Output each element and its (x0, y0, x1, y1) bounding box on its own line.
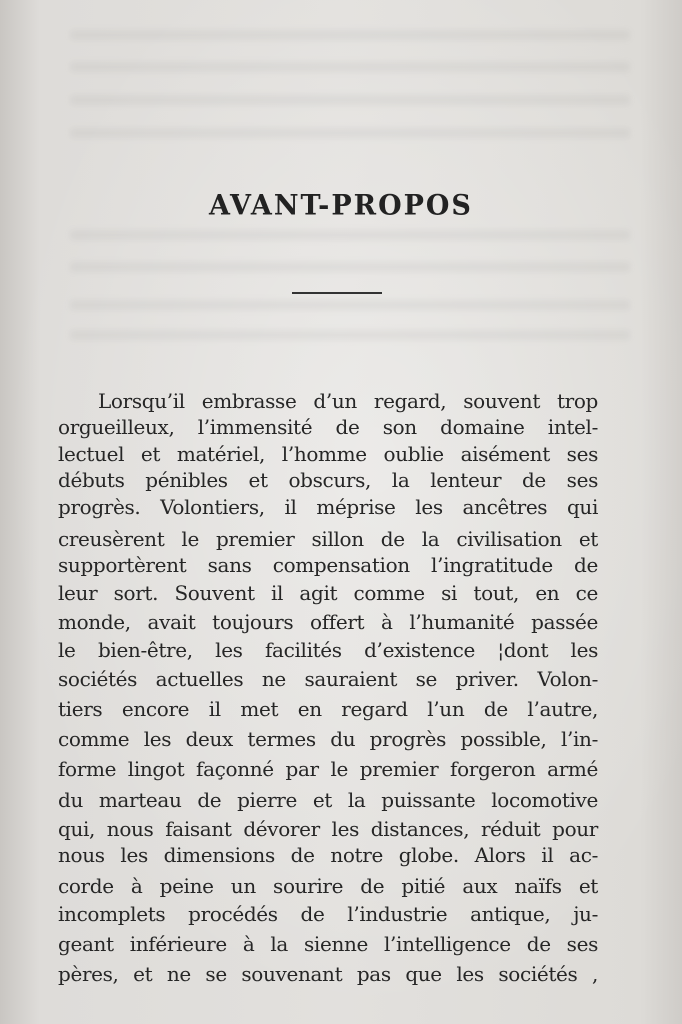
text-line: sociétés actuelles ne sauraient se priver. Volon- (58, 667, 598, 691)
show-through-line (70, 262, 630, 272)
text-line: incomplets procédés de l’industrie antique, ju- (58, 902, 598, 926)
text-line: corde à peine un sourire de pitié aux naïfs et (58, 874, 598, 898)
text-line: débuts pénibles et obscurs, la lenteur de ses (58, 468, 598, 492)
text-line: creusèrent le premier sillon de la civilisation et (58, 527, 598, 551)
text-line: leur sort. Souvent il agit comme si tout, en ce (58, 581, 598, 605)
text-line: monde, avait toujours offert à l’humanité passée (58, 610, 598, 634)
text-line: qui, nous faisant dévorer les distances, réduit pour (58, 817, 598, 841)
text-line: progrès. Volontiers, il méprise les ancêtres qui (58, 495, 598, 519)
show-through-line (70, 330, 630, 340)
show-through-line (70, 128, 630, 138)
show-through-line (70, 30, 630, 40)
show-through-line (70, 62, 630, 72)
text-line: nous les dimensions de notre globe. Alors il ac- (58, 843, 598, 867)
text-line: supportèrent sans compensation l’ingratitude de (58, 553, 598, 577)
text-line: lectuel et matériel, l’homme oublie aisément ses (58, 442, 598, 466)
title-rule (292, 292, 382, 294)
show-through-line (70, 300, 630, 310)
text-line: pères, et ne se souvenant pas que les sociétés , (58, 962, 598, 986)
page-title: AVANT-PROPOS (209, 189, 473, 222)
show-through-line (70, 230, 630, 240)
text-line: tiers encore il met en regard l’un de l’autre, (58, 697, 598, 721)
text-line: le bien-être, les facilités d’existence ¦dont les (58, 638, 598, 662)
text-line: geant inférieure à la sienne l’intelligence de ses (58, 932, 598, 956)
text-line: Lorsqu’il embrasse d’un regard, souvent trop (98, 389, 598, 413)
text-line: comme les deux termes du progrès possible, l’in- (58, 727, 598, 751)
text-line: du marteau de pierre et la puissante locomotive (58, 788, 598, 812)
show-through-line (70, 95, 630, 105)
text-line: forme lingot façonné par le premier forgeron armé (58, 757, 598, 781)
text-line: orgueilleux, l’immensité de son domaine intel- (58, 415, 598, 439)
